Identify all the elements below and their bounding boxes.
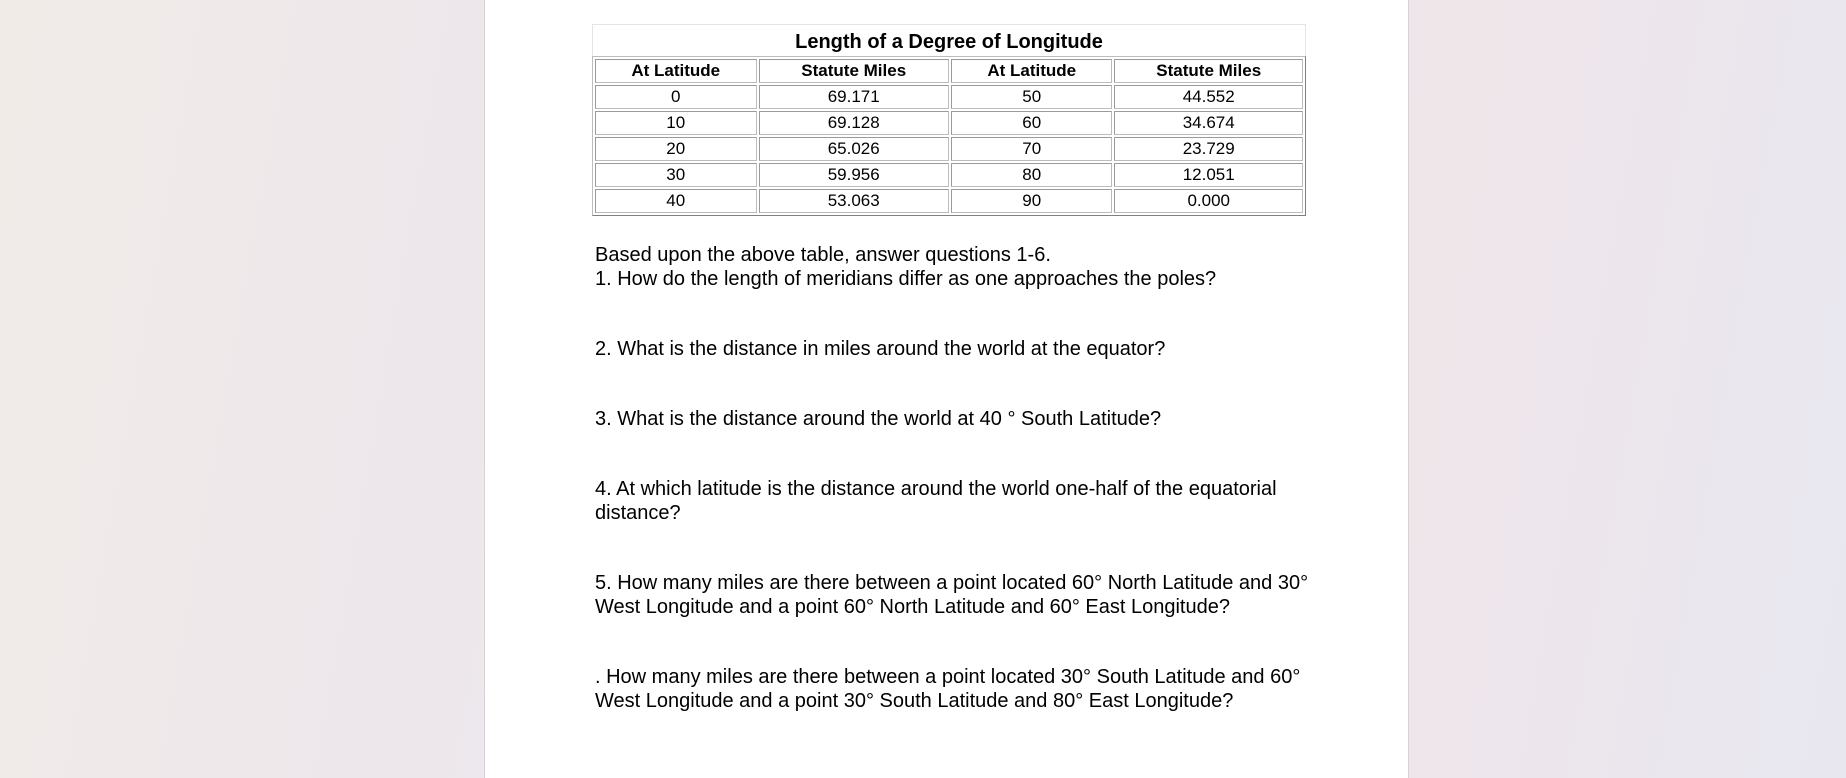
table-row [595, 111, 1303, 135]
table-cell: 0.000 [1114, 189, 1303, 213]
answer-space [595, 431, 1313, 477]
table-cell: 44.552 [1114, 85, 1303, 109]
question-6: . How many miles are there between a point located 30° South Latitude and 60° West Longitude and a point 30° South Latitude and 80° East Longitude? [595, 666, 1301, 712]
header-statute-miles-2: Statute Miles [1114, 59, 1303, 83]
table-cell: 65.026 [759, 137, 949, 161]
table-cell: 10 [595, 111, 757, 135]
table-cell: 23.729 [1114, 137, 1303, 161]
document-page [484, 0, 1409, 778]
question-4: 4. At which latitude is the distance around the world one-half of the equatorial distance? [595, 478, 1277, 524]
table-cell: 70 [951, 137, 1113, 161]
header-latitude-1: At Latitude [595, 59, 757, 83]
table-row [595, 189, 1303, 213]
answer-space [595, 361, 1313, 407]
answer-space [595, 525, 1313, 571]
header-latitude-2: At Latitude [951, 59, 1113, 83]
table-cell: 60 [951, 111, 1113, 135]
question-3: 3. What is the distance around the world at 40 ° South Latitude? [595, 408, 1162, 430]
questions-section [593, 243, 1313, 713]
table-cell: 30 [595, 163, 757, 187]
table-cell: 53.063 [759, 189, 949, 213]
table-cell: 12.051 [1114, 163, 1303, 187]
question-5: 5. How many miles are there between a point located 60° North Latitude and 30° West Longitude and a point 60° North Latitude and 60° East Longitude? [595, 572, 1309, 618]
answer-space [595, 619, 1313, 665]
table-cell: 69.128 [759, 111, 949, 135]
question-1: 1. How do the length of meridians differ as one approaches the poles? [595, 268, 1217, 290]
table-cell: 40 [595, 189, 757, 213]
table-cell: 90 [951, 189, 1113, 213]
table-cell: 80 [951, 163, 1113, 187]
question-2: 2. What is the distance in miles around the world at the equator? [595, 338, 1166, 360]
header-statute-miles-1: Statute Miles [759, 59, 949, 83]
table-cell: 50 [951, 85, 1113, 109]
table-cell: 59.956 [759, 163, 949, 187]
table-row [595, 85, 1303, 109]
table-cell: 0 [595, 85, 757, 109]
table-header-row [595, 59, 1303, 83]
table-row [595, 137, 1303, 161]
table-cell: 34.674 [1114, 111, 1303, 135]
table-cell: 69.171 [759, 85, 949, 109]
answer-space [595, 291, 1313, 337]
questions-intro: Based upon the above table, answer questions 1-6. [595, 244, 1051, 266]
longitude-degree-table [592, 24, 1306, 216]
table-row [595, 163, 1303, 187]
table-title: Length of a Degree of Longitude [592, 24, 1306, 56]
table-cell: 20 [595, 137, 757, 161]
document-content [593, 24, 1313, 713]
